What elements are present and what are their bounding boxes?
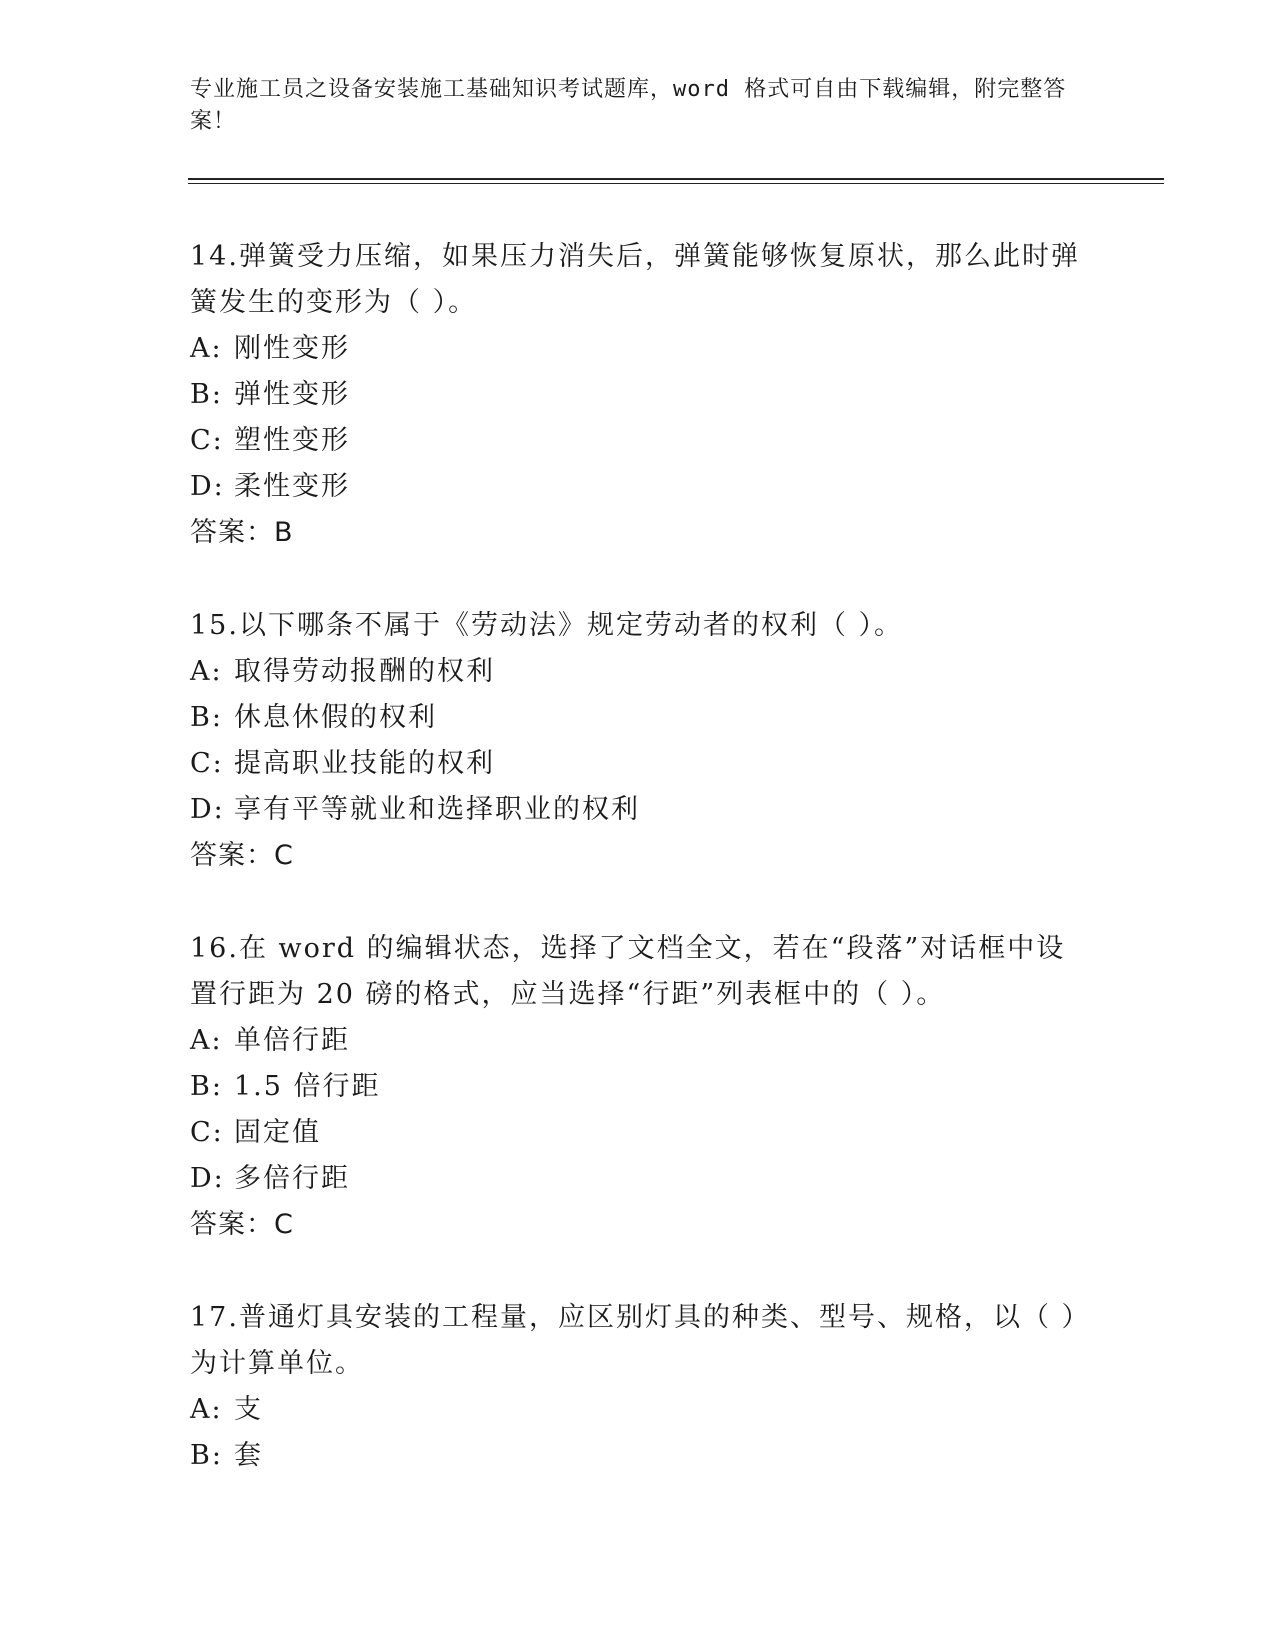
option-text: 单倍行距 [234,1025,350,1056]
option-b [190,1064,1090,1110]
option-text: 1.5 倍行距 [234,1071,381,1102]
header-divider-thick [188,178,1164,180]
option-letter: B: [190,1440,223,1471]
document-header: 专业施工员之设备安装施工基础知识考试题库，word 格式可自由下载编辑，附完整答案！ [190,77,1067,134]
question-text: 16.在 word 的编辑状态，选择了文档全文，若在“段落”对话框中设置行距为 20 磅的格式，应当选择“行距”列表框中的（ ）。 [190,933,1066,1010]
option-letter: A: [190,333,223,364]
question-14 [190,234,1090,556]
option-b [190,372,1090,418]
option-text: 享有平等就业和选择职业的权利 [234,794,640,825]
question-15 [190,603,1090,879]
question-text: 14.弹簧受力压缩，如果压力消失后，弹簧能够恢复原状，那么此时弹簧发生的变形为（ ）。 [190,241,1080,318]
answer-line: 答案：B [190,517,294,548]
option-a [190,1018,1090,1064]
option-letter: B: [190,379,223,410]
option-text: 塑性变形 [234,425,350,456]
option-letter: B: [190,702,223,733]
option-letter: A: [190,1394,223,1425]
option-letter: C: [190,425,224,456]
option-d [190,464,1090,510]
option-c [190,741,1090,787]
option-a [190,1387,1090,1433]
question-text: 17.普通灯具安装的工程量，应区别灯具的种类、型号、规格，以（ ）为计算单位。 [190,1302,1078,1379]
option-d [190,787,1090,833]
option-letter: D: [190,1163,225,1194]
option-c [190,418,1090,464]
option-b [190,695,1090,741]
option-letter: C: [190,748,224,779]
option-letter: A: [190,656,223,687]
option-text: 刚性变形 [234,333,350,364]
option-letter: D: [190,794,225,825]
option-a [190,326,1090,372]
option-d [190,1156,1090,1202]
option-text: 多倍行距 [234,1163,350,1194]
option-a [190,649,1090,695]
option-text: 休息休假的权利 [234,702,437,733]
answer-line: 答案：C [190,840,294,871]
question-17 [190,1295,1090,1479]
answer-line: 答案：C [190,1209,294,1240]
option-text: 取得劳动报酬的权利 [234,656,495,687]
option-text: 固定值 [234,1117,321,1148]
question-list [190,234,1090,1526]
option-text: 支 [234,1394,263,1425]
option-text: 弹性变形 [234,379,350,410]
option-letter: B: [190,1071,223,1102]
option-text: 套 [234,1440,263,1471]
option-text: 柔性变形 [234,471,350,502]
question-16 [190,926,1090,1248]
option-letter: D: [190,471,225,502]
option-c [190,1110,1090,1156]
option-letter: C: [190,1117,224,1148]
option-letter: A: [190,1025,223,1056]
option-text: 提高职业技能的权利 [234,748,495,779]
header-divider-thin [188,183,1164,184]
question-text: 15.以下哪条不属于《劳动法》规定劳动者的权利（ ）。 [190,610,904,641]
option-b [190,1433,1090,1479]
